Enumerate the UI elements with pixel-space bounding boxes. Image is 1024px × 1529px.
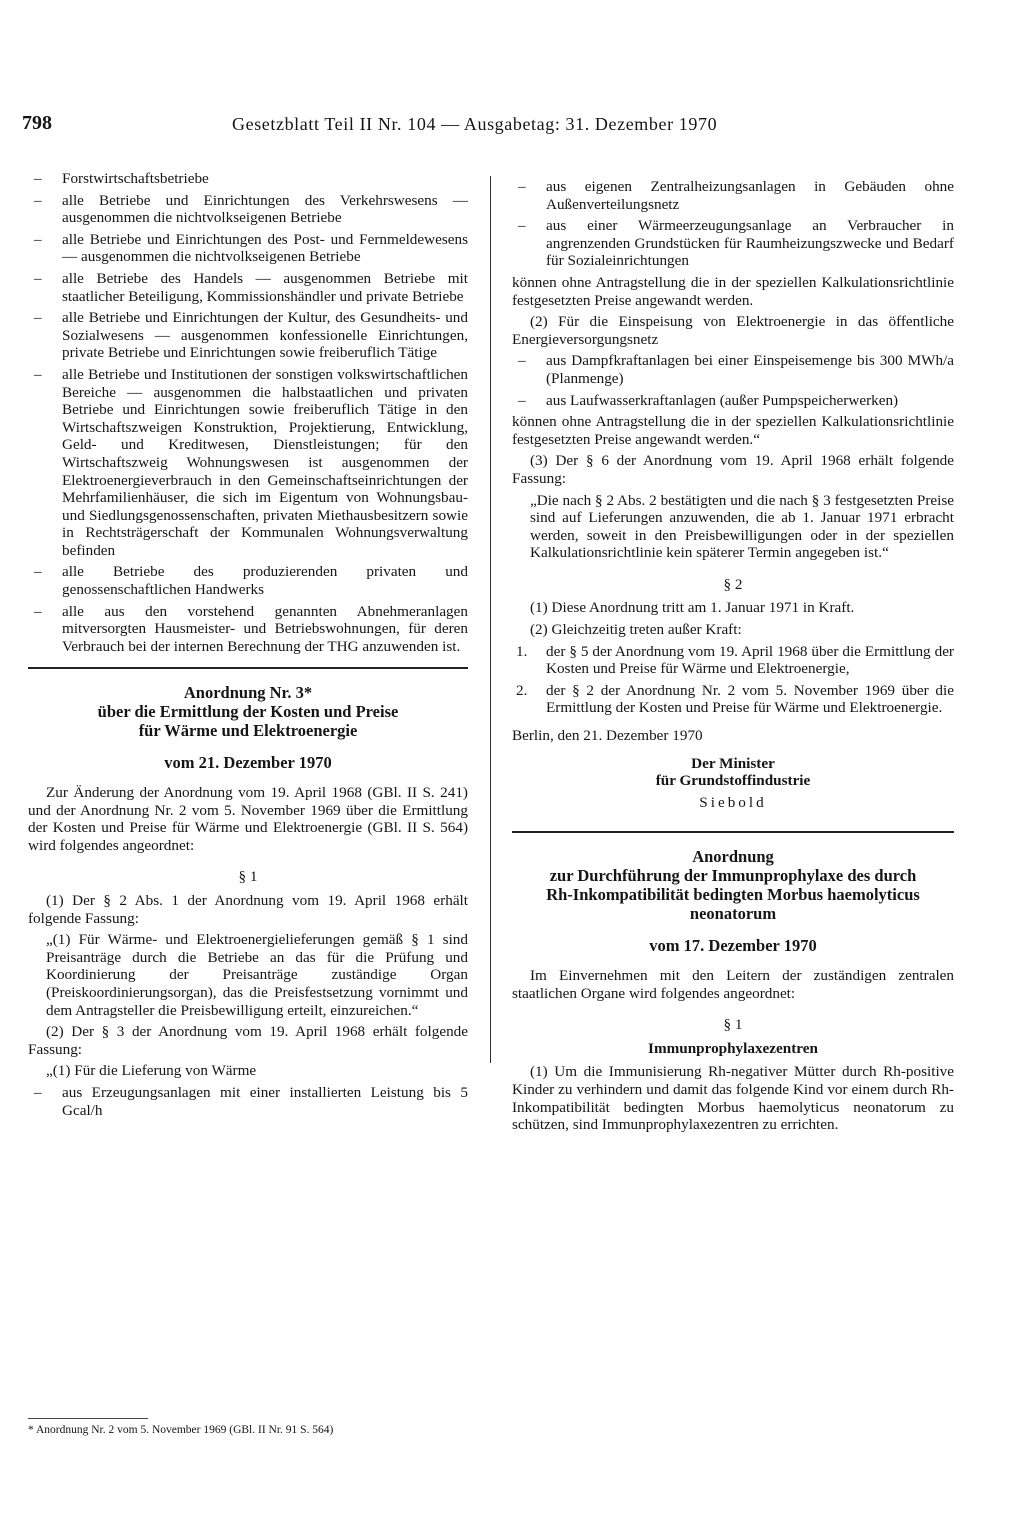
list-item: – alle Betriebe und Institutionen der sonstigen volkswirtschaftlichen Bereiche — ausgenommen die halbstaatlichen und privaten Betriebe und Einrichtungen sowie freiberuflich Tätige in den Wirtschaftszweigen Konstruktion, Projektierung, Entwicklung, Geld- und Kreditwesen, Dienstleistungen; für den Wirtschaftszweig Wohnungswesen ist ausgenommen der Elektroenergieverbrauch in den Gemeinschaftseinrichtungen der Mehrfamilienhäuser, die sich im Eigentum von Wohnungsbau- und Siedlungsgenossenschaften, privaten Miethausbesitzern sowie in Rechtsträgerschaft der Kommunalen Wohnungsverwaltung befinden bbox=[28, 366, 468, 560]
signer-title-line: für Grundstoffindustrie bbox=[655, 772, 811, 790]
heading-line: Rh-Inkompatibilität bedingten Morbus haemolyticus bbox=[546, 885, 920, 905]
section-rule bbox=[28, 667, 468, 669]
ordinance-heading bbox=[28, 683, 468, 740]
ordinance-date: vom 21. Dezember 1970 bbox=[164, 753, 332, 773]
paragraph: (2) Gleichzeitig treten außer Kraft: bbox=[530, 621, 742, 639]
paragraph: (3) Der § 6 der Anordnung vom 19. April 1968 erhält folgende Fassung: bbox=[512, 452, 954, 487]
page-number: 798 bbox=[22, 112, 52, 134]
heading-line: für Wärme und Elektroenergie bbox=[138, 721, 358, 741]
list-item: – Forstwirtschaftsbetriebe bbox=[28, 170, 468, 188]
section-number: § 1 bbox=[723, 1016, 743, 1034]
paragraph: (2) Der § 3 der Anordnung vom 19. April 1968 erhält folgende Fassung: bbox=[28, 1023, 468, 1058]
signer-name: Siebold bbox=[699, 793, 767, 811]
item-number: 2. bbox=[516, 681, 528, 699]
paragraph: (1) Diese Anordnung tritt am 1. Januar 1971 in Kraft. bbox=[530, 599, 855, 617]
heading-line: über die Ermittlung der Kosten und Preise bbox=[97, 702, 399, 722]
section-number: § 1 bbox=[238, 868, 258, 886]
heading-line: zur Durchführung der Immunprophylaxe des durch bbox=[549, 866, 917, 886]
quoted-text: „(1) Für die Lieferung von Wärme bbox=[46, 1062, 257, 1080]
footnote bbox=[28, 1418, 468, 1437]
list-item: – aus Erzeugungsanlagen mit einer installierten Leistung bis 5 Gcal/h bbox=[28, 1084, 468, 1119]
section-rule bbox=[512, 831, 954, 833]
preamble: Im Einvernehmen mit den Leitern der zuständigen zentralen staatlichen Organe wird folgendes angeordnet: bbox=[512, 967, 954, 1002]
section-title: Immunprophylaxezentren bbox=[648, 1039, 818, 1057]
paragraph: (1) Um die Immunisierung Rh-negativer Mütter durch Rh-positive Kinder zu verhindern und damit das folgende Kind vor einem durch Rh-Inkompatibilität bedingten Morbus haemolyticus neonatorum zu schützen, sind Immunprophylaxezentren zu errichten. bbox=[512, 1063, 954, 1134]
heading-line: Anordnung bbox=[692, 847, 774, 867]
list-item: – alle aus den vorstehend genannten Abnehmeranlagen mitversorgten Hausmeister- und Betriebswohnungen, für deren Verbrauch bei der internen Berechnung der THG anzuwenden ist. bbox=[28, 603, 468, 656]
paragraph: (2) Für die Einspeisung von Elektroenergie in das öffentliche Energieversorgungsnetz bbox=[512, 313, 954, 348]
numbered-item bbox=[512, 682, 954, 717]
list-item: – aus Dampfkraftanlagen bei einer Einspeisemenge bis 300 MWh/a (Planmenge) bbox=[512, 352, 954, 387]
heading-line: neonatorum bbox=[689, 904, 777, 924]
list-item: – alle Betriebe und Einrichtungen des Verkehrswesens — ausgenommen die nichtvolkseigenen Betriebe bbox=[28, 192, 468, 227]
list-item: – aus eigenen Zentralheizungsanlagen in Gebäuden ohne Außenverteilungsnetz bbox=[512, 178, 954, 213]
ordinance-date: vom 17. Dezember 1970 bbox=[649, 936, 817, 956]
page-header bbox=[18, 112, 1008, 146]
paragraph: können ohne Antragstellung die in der speziellen Kalkulationsrichtlinie festgesetzten Preise angewandt werden. bbox=[512, 273, 954, 309]
list-item: – alle Betriebe des Handels — ausgenommen Betriebe mit staatlicher Beteiligung, Kommissionshändler und private Betriebe bbox=[28, 270, 468, 305]
numbered-item bbox=[512, 643, 954, 678]
quoted-text: „(1) Für Wärme- und Elektroenergielieferungen gemäß § 1 sind Preisanträge durch die Betriebe an das für die Prüfung und Koordinierung der Preisanträge zuständige Organ (Preiskoordinierungsorgan), das die Preisfestsetzung vornimmt und dem Antragsteller die Preisbewilligung erteilt, einzureichen.“ bbox=[46, 931, 468, 1019]
list-item: – aus Laufwasserkraftanlagen (außer Pumpspeicherwerken) bbox=[512, 392, 954, 410]
footnote-text: * Anordnung Nr. 2 vom 5. November 1969 (GBl. II Nr. 91 S. 564) bbox=[28, 1424, 334, 1436]
ordinance-heading bbox=[512, 847, 954, 923]
footnote-rule bbox=[28, 1418, 148, 1419]
item-text: der § 2 der Anordnung Nr. 2 vom 5. November 1969 über die Ermittlung der Kosten und Preise für Wärme und Elektroenergie. bbox=[546, 681, 954, 717]
gazette-title: Gesetzblatt Teil II Nr. 104 — Ausgabetag: 31. Dezember 1970 bbox=[232, 114, 718, 134]
heading-line: Anordnung Nr. 3* bbox=[183, 683, 313, 703]
column-divider bbox=[490, 176, 491, 1063]
list-item: – aus einer Wärmeerzeugungsanlage an Verbraucher in angrenzenden Grundstücken für Raumheizungszwecke und Bedarf für Sozialeinrichtungen bbox=[512, 217, 954, 270]
list-item: – alle Betriebe und Einrichtungen des Post- und Fernmeldewesens — ausgenommen die nichtvolkseigenen Betriebe bbox=[28, 231, 468, 266]
signer-title-line: Der Minister bbox=[691, 754, 775, 772]
item-text: der § 5 der Anordnung vom 19. April 1968 über die Ermittlung der Kosten und Preise für Wärme und Elektroenergie, bbox=[546, 642, 954, 678]
list-item: – alle Betriebe des produzierenden privaten und genossenschaftlichen Handwerks bbox=[28, 563, 468, 598]
paragraph: (1) Der § 2 Abs. 1 der Anordnung vom 19. April 1968 erhält folgende Fassung: bbox=[28, 892, 468, 927]
quoted-text: „Die nach § 2 Abs. 2 bestätigten und die nach § 3 festgesetzten Preise sind auf Lieferungen anzuwenden, die ab 1. Januar 1971 erbracht werden, soweit in den Preisbewilligungen oder in der speziellen Kalkulationsrichtlinie kein späterer Termin angegeben ist.“ bbox=[530, 491, 954, 562]
preamble: Zur Änderung der Anordnung vom 19. April 1968 (GBl. II S. 241) und der Anordnung Nr. 2 vom 5. November 1969 über die Ermittlung der Kosten und Preise für Wärme und Elektroenergie (GBl. II S. 564) wird folgendes angeordnet: bbox=[28, 784, 468, 854]
left-column bbox=[28, 170, 468, 1123]
right-column bbox=[512, 178, 954, 1138]
place-and-date: Berlin, den 21. Dezember 1970 bbox=[512, 727, 703, 745]
paragraph: können ohne Antragstellung die in der speziellen Kalkulationsrichtlinie festgesetzten Preise angewandt werden.“ bbox=[512, 413, 954, 448]
section-number: § 2 bbox=[723, 575, 743, 593]
list-item: – alle Betriebe und Einrichtungen der Kultur, des Gesundheits- und Sozialwesens — ausgenommen konfessionelle Einrichtungen, private Betriebe und Einrichtungen sowie freiberuflich Tätige bbox=[28, 309, 468, 362]
item-number: 1. bbox=[516, 642, 528, 660]
